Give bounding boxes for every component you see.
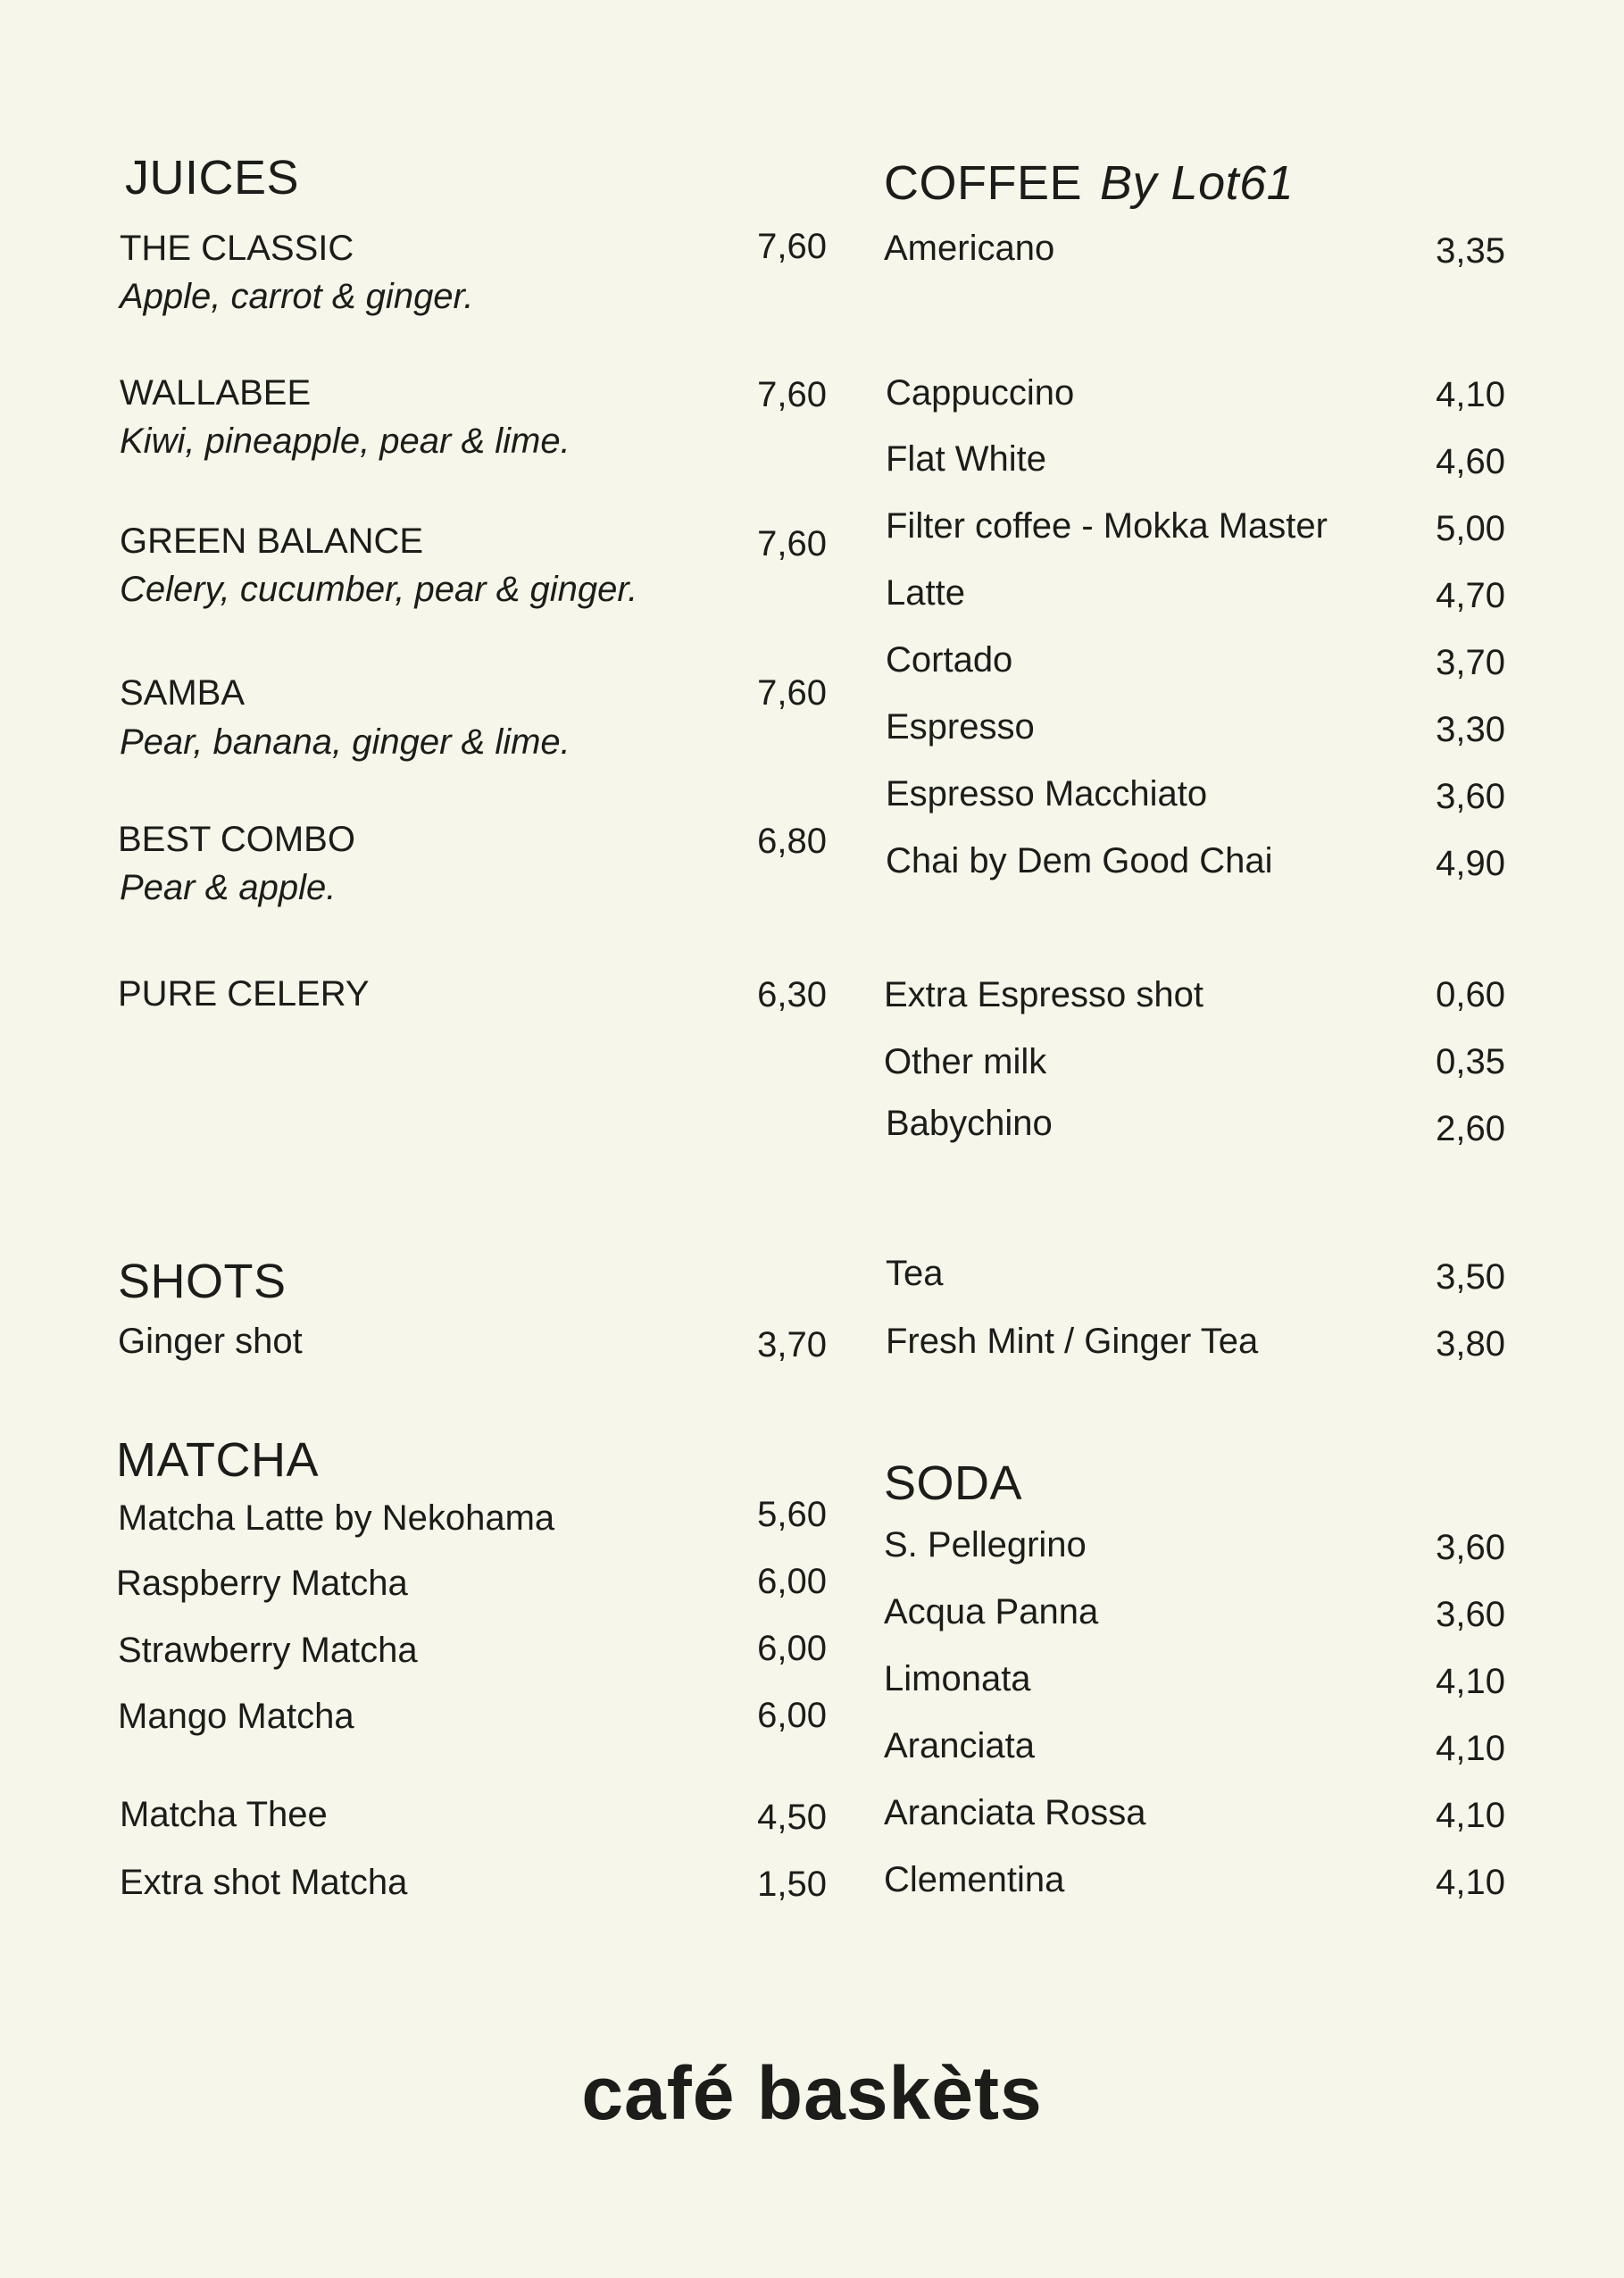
soda-name: Aranciata bbox=[884, 1726, 1035, 1765]
matcha-price: 6,00 bbox=[757, 1562, 827, 1601]
juice-desc: Pear & apple. bbox=[120, 868, 337, 907]
coffee-name: Americano bbox=[884, 229, 1055, 268]
coffee-name: Extra Espresso shot bbox=[884, 975, 1203, 1014]
juice-desc: Apple, carrot & ginger. bbox=[120, 277, 474, 316]
soda-name: Aranciata Rossa bbox=[884, 1793, 1146, 1832]
matcha-price: 6,00 bbox=[757, 1696, 827, 1735]
matcha-name: Strawberry Matcha bbox=[118, 1631, 418, 1670]
coffee-name: Tea bbox=[886, 1254, 944, 1293]
soda-price: 4,10 bbox=[1436, 1863, 1505, 1902]
matcha-name: Matcha Latte by Nekohama bbox=[118, 1498, 555, 1538]
coffee-price: 3,30 bbox=[1436, 710, 1505, 749]
coffee-price: 4,60 bbox=[1436, 442, 1505, 481]
shot-name: Ginger shot bbox=[118, 1322, 303, 1361]
juice-price: 7,60 bbox=[757, 673, 827, 713]
coffee-subtitle: By Lot61 bbox=[1100, 156, 1295, 210]
juice-price: 7,60 bbox=[757, 227, 827, 266]
juice-price: 7,60 bbox=[757, 375, 827, 414]
coffee-price: 4,10 bbox=[1436, 375, 1505, 414]
brand-logo: café baskèts bbox=[581, 2051, 1043, 2135]
juices-heading: JUICES bbox=[125, 151, 300, 204]
soda-name: Acqua Panna bbox=[884, 1592, 1099, 1631]
juice-price: 6,80 bbox=[757, 822, 827, 861]
soda-price: 4,10 bbox=[1436, 1796, 1505, 1835]
coffee-name: Fresh Mint / Ginger Tea bbox=[886, 1322, 1259, 1361]
coffee-name: Latte bbox=[886, 573, 965, 613]
soda-name: S. Pellegrino bbox=[884, 1525, 1087, 1565]
coffee-name: Chai by Dem Good Chai bbox=[886, 841, 1273, 880]
juice-desc: Celery, cucumber, pear & ginger. bbox=[120, 570, 638, 609]
coffee-price: 3,70 bbox=[1436, 643, 1505, 682]
matcha-heading: MATCHA bbox=[116, 1433, 319, 1487]
soda-price: 4,10 bbox=[1436, 1662, 1505, 1701]
coffee-price: 4,90 bbox=[1436, 844, 1505, 883]
coffee-name: Espresso Macchiato bbox=[886, 774, 1208, 814]
coffee-price: 3,35 bbox=[1436, 231, 1505, 271]
soda-heading: SODA bbox=[884, 1456, 1023, 1510]
soda-price: 4,10 bbox=[1436, 1729, 1505, 1768]
juice-name: GREEN BALANCE bbox=[120, 522, 424, 561]
coffee-price: 0,60 bbox=[1436, 975, 1505, 1014]
coffee-price: 0,35 bbox=[1436, 1042, 1505, 1081]
soda-name: Limonata bbox=[884, 1659, 1031, 1698]
soda-name: Clementina bbox=[884, 1860, 1065, 1899]
coffee-price: 3,50 bbox=[1436, 1257, 1505, 1297]
coffee-name: Other milk bbox=[884, 1042, 1047, 1081]
matcha-name: Raspberry Matcha bbox=[116, 1564, 408, 1603]
coffee-price: 5,00 bbox=[1436, 509, 1505, 548]
coffee-price: 3,60 bbox=[1436, 777, 1505, 816]
shots-heading: SHOTS bbox=[118, 1255, 287, 1308]
coffee-name: Cappuccino bbox=[886, 373, 1075, 413]
coffee-name: Filter coffee - Mokka Master bbox=[886, 506, 1328, 546]
juice-name: WALLABEE bbox=[120, 373, 312, 413]
matcha-price: 1,50 bbox=[757, 1865, 827, 1904]
coffee-price: 2,60 bbox=[1436, 1109, 1505, 1148]
juice-desc: Pear, banana, ginger & lime. bbox=[120, 722, 570, 762]
shot-price: 3,70 bbox=[757, 1325, 827, 1364]
coffee-name: Cortado bbox=[886, 640, 1013, 680]
juice-name: BEST COMBO bbox=[118, 820, 355, 859]
juice-name: SAMBA bbox=[120, 673, 246, 713]
coffee-heading-text: COFFEE bbox=[884, 156, 1083, 210]
coffee-name: Flat White bbox=[886, 439, 1047, 479]
coffee-heading bbox=[884, 155, 1294, 211]
matcha-price: 4,50 bbox=[757, 1798, 827, 1837]
juice-name: PURE CELERY bbox=[118, 974, 370, 1014]
juice-name: THE CLASSIC bbox=[120, 229, 354, 268]
juice-desc: Kiwi, pineapple, pear & lime. bbox=[120, 421, 570, 461]
matcha-price: 6,00 bbox=[757, 1629, 827, 1668]
coffee-price: 3,80 bbox=[1436, 1324, 1505, 1364]
coffee-name: Babychino bbox=[886, 1104, 1053, 1143]
matcha-name: Mango Matcha bbox=[118, 1697, 354, 1736]
coffee-name: Espresso bbox=[886, 707, 1035, 747]
matcha-price: 5,60 bbox=[757, 1495, 827, 1534]
juice-price: 7,60 bbox=[757, 524, 827, 563]
soda-price: 3,60 bbox=[1436, 1595, 1505, 1634]
coffee-price: 4,70 bbox=[1436, 576, 1505, 615]
soda-price: 3,60 bbox=[1436, 1528, 1505, 1567]
matcha-name: Extra shot Matcha bbox=[120, 1863, 408, 1902]
juice-price: 6,30 bbox=[757, 975, 827, 1014]
matcha-name: Matcha Thee bbox=[120, 1795, 328, 1834]
